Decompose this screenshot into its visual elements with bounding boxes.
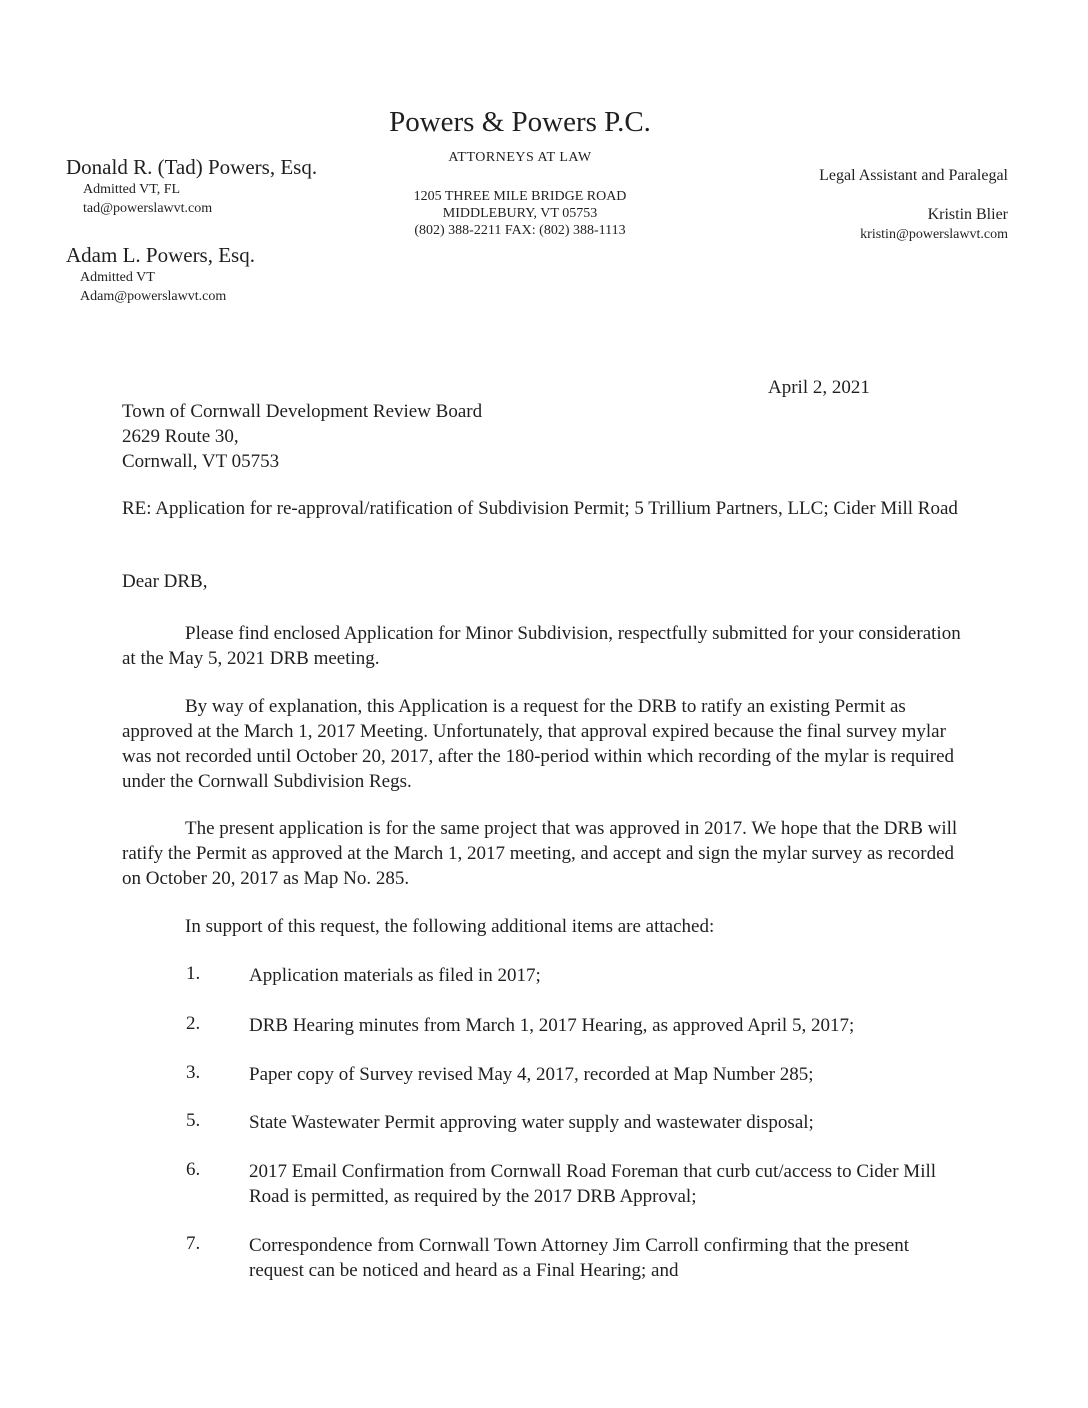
recipient-line: Cornwall, VT 05753 [122,451,280,472]
list-item-number: 3. [186,1062,201,1083]
recipient-line: Town of Cornwall Development Review Board [122,401,483,422]
recipient-line: 2629 Route 30, [122,426,239,447]
attorney-email: Adam@powerslawvt.com [80,289,227,304]
body-paragraph: Please find enclosed Application for Minor Subdivision, respectfully submitted for your consideration at the May 5, 2021 DRB meeting. [122,623,961,669]
list-item-number: 7. [186,1233,201,1254]
list-item-text: Application materials as filed in 2017; [249,965,541,986]
list-item-text: DRB Hearing minutes from March 1, 2017 Hearing, as approved April 5, 2017; [249,1015,855,1036]
firm-address-city: MIDDLEBURY, VT 05753 [442,206,598,221]
attorney-block-donald [66,155,317,218]
firm-phone-fax: (802) 388-2211 FAX: (802) 388-1113 [414,223,626,238]
staff-email: kristin@powerslawvt.com [860,227,1008,242]
staff-name: Kristin Blier [927,206,1008,223]
salutation: Dear DRB, [122,571,208,592]
attorney-name: Adam L. Powers, Esq. [66,243,255,267]
attorney-block-adam [66,243,255,306]
body-paragraph: The present application is for the same project that was approved in 2017. We hope that the DRB will ratify the Permit as approved at the March 1, 2017 meeting, and accept and sign the mylar survey as recorded on October 20, 2017 as Map No. 285. [122,818,958,889]
list-item-text: Paper copy of Survey revised May 4, 2017, recorded at Map Number 285; [249,1064,814,1085]
list-item-text: 2017 Email Confirmation from Cornwall Road Foreman that curb cut/access to Cider Mill Road is permitted, as required by the 2017 DRB Approval; [249,1161,937,1207]
attorney-email: tad@powerslawvt.com [83,201,213,216]
list-item-text: State Wastewater Permit approving water supply and wastewater disposal; [249,1112,814,1133]
letter-date: April 2, 2021 [768,377,870,398]
firm-tagline: ATTORNEYS AT LAW [448,150,592,165]
list-item-number: 5. [186,1110,201,1131]
recipient-address [122,399,482,474]
attorney-admission: Admitted VT [80,270,155,285]
body-paragraph: By way of explanation, this Application is a request for the DRB to ratify an existing Permit as approved at the March 1, 2017 Meeting. Unfortunately, that approval expired because the final survey mylar was not recorded until October 20, 2017, after the 180-period within which recording of the mylar is required under the Cornwall Subdivision Regs. [122,696,955,792]
staff-title: Legal Assistant and Paralegal [819,167,1008,184]
body-paragraph: In support of this request, the following additional items are attached: [185,916,715,937]
attorney-admission: Admitted VT, FL [83,182,181,197]
list-item-text: Correspondence from Cornwall Town Attorney Jim Carroll confirming that the present request can be noticed and heard as a Final Hearing; and [249,1235,910,1281]
firm-name: Powers & Powers P.C. [389,106,651,138]
list-item-number: 6. [186,1159,201,1180]
re-line: RE: Application for re-approval/ratification of Subdivision Permit; 5 Trillium Partners, LLC; Cider Mill Road [122,498,958,519]
list-item-number: 2. [186,1013,201,1034]
list-item-number: 1. [186,963,201,984]
firm-address-street: 1205 THREE MILE BRIDGE ROAD [413,189,627,204]
attorney-name: Donald R. (Tad) Powers, Esq. [66,155,318,179]
